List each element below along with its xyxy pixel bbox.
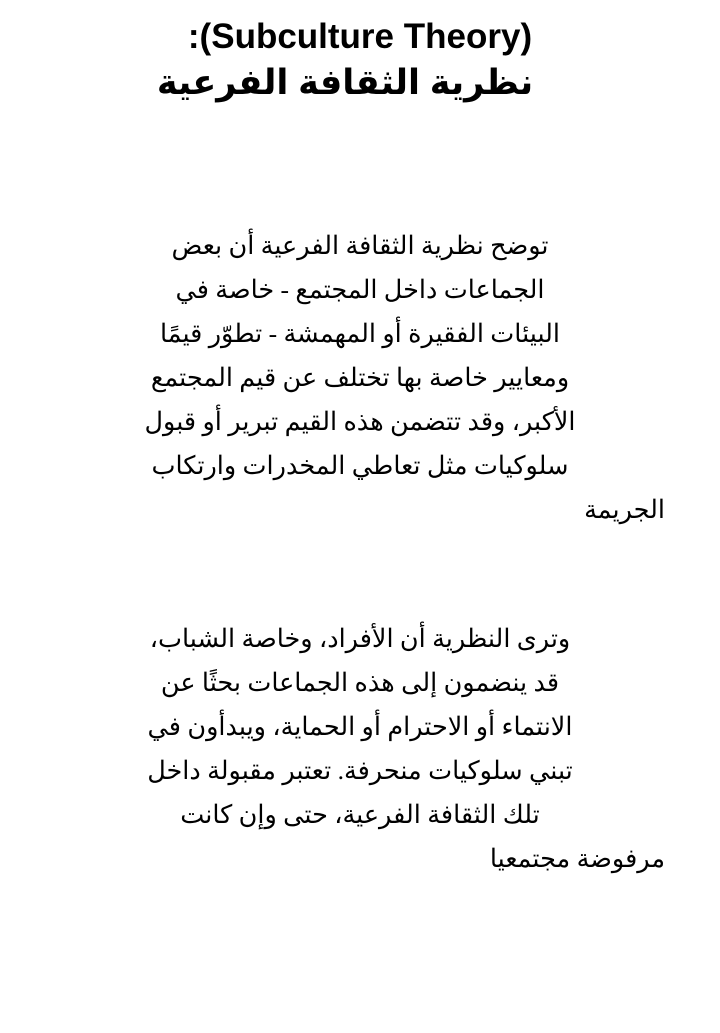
- paragraph-line: سلوكيات مثل تعاطي المخدرات وارتكاب: [151, 450, 569, 480]
- paragraph-line: الأكبر، وقد تتضمن هذه القيم تبرير أو قبول: [144, 406, 576, 436]
- paragraph-line: تبني سلوكيات منحرفة. تعتبر مقبولة داخل: [147, 755, 573, 785]
- paragraph-line: البيئات الفقيرة أو المهمشة - تطوّر قيمًا: [159, 319, 561, 349]
- page-title-line-english: (Subculture Theory):: [187, 17, 533, 56]
- paragraph-line: مرفوضة مجتمعيا: [489, 843, 665, 873]
- document-body: [36, 224, 684, 880]
- page-title-line-arabic: نظرية الثقافة الفرعية: [156, 63, 534, 103]
- paragraph-line: الانتماء أو الاحترام أو الحماية، ويبدأون في: [147, 712, 573, 742]
- paragraph-2: [55, 617, 665, 880]
- paragraph-line: قد ينضمون إلى هذه الجماعات بحثًا عن: [160, 668, 560, 698]
- paragraph-line: ومعايير خاصة بها تختلف عن قيم المجتمع: [150, 362, 570, 392]
- paragraph-1: [55, 224, 665, 531]
- paragraph-line: الجريمة: [584, 494, 665, 524]
- paragraph-line: توضح نظرية الثقافة الفرعية أن بعض: [171, 231, 549, 261]
- paragraph-line: الجماعات داخل المجتمع - خاصة في: [175, 275, 545, 305]
- page-title: [36, 14, 684, 106]
- paragraph-line: تلك الثقافة الفرعية، حتى وإن كانت: [180, 799, 540, 829]
- paragraph-line: وترى النظرية أن الأفراد، وخاصة الشباب،: [149, 624, 571, 654]
